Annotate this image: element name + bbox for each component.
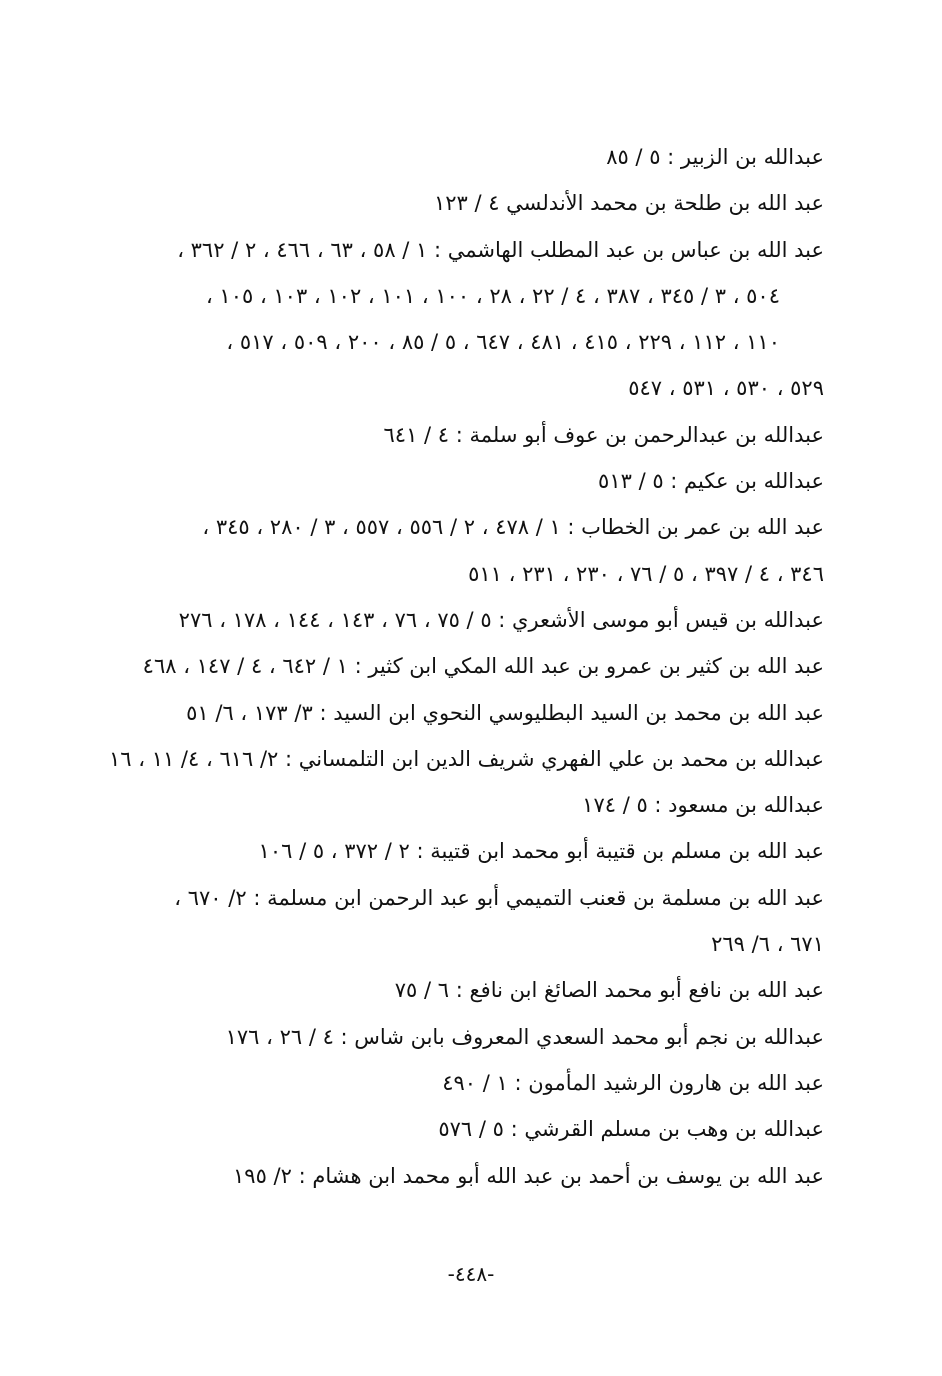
index-line: عبد الله بن يوسف بن أحمد بن عبد الله أبو محمد ابن هشام : ٢/ ١٩٥: [233, 1163, 824, 1188]
index-line: عبدالله بن محمد بن علي الفهري شريف الدين ابن التلمساني : ٢/ ٦١٦ ، ٤/ ١١ ، ١٦: [108, 746, 824, 771]
index-line: ٥٢٩ ، ٥٣٠ ، ٥٣١ ، ٥٤٧: [628, 376, 824, 401]
index-line: عبدالله بن نجم أبو محمد السعدي المعروف بابن شاس : ٤ / ٢٦ ، ١٧٦: [225, 1024, 824, 1049]
index-line: عبد الله بن عمر بن الخطاب : ١ / ٤٧٨ ، ٢ / ٥٥٦ ، ٥٥٧ ، ٣ / ٢٨٠ ، ٣٤٥ ،: [202, 515, 824, 540]
index-line: ٣٤٦ ، ٤ / ٣٩٧ ، ٥ / ٧٦ ، ٢٣٠ ، ٢٣١ ، ٥١١: [468, 561, 824, 586]
index-line: عبد الله بن نافع أبو محمد الصائغ ابن نافع : ٦ / ٧٥: [394, 978, 824, 1003]
index-line: عبد الله بن مسلمة بن قعنب التميمي أبو عبد الرحمن ابن مسلمة : ٢/ ٦٧٠ ،: [174, 885, 824, 910]
index-line: عبد الله بن كثير بن عمرو بن عبد الله المكي ابن كثير : ١ / ٦٤٢ ، ٤ / ١٤٧ ، ٤٦٨: [142, 654, 824, 679]
index-line: عبدالله بن الزبير : ٥ / ٨٥: [606, 145, 824, 169]
index-line: ٦٧١ ، ٦/ ٢٦٩: [711, 932, 824, 957]
index-line: عبد الله بن محمد بن السيد البطليوسي النحوي ابن السيد : ٣/ ١٧٣ ، ٦/ ٥١: [186, 700, 824, 725]
page-number: -٤٤٨-: [447, 1262, 495, 1286]
index-line: ٥٠٤ ، ٣ / ٣٤٥ ، ٣٨٧ ، ٤ / ٢٢ ، ٢٨ ، ١٠٠ ، ١٠١ ، ١٠٢ ، ١٠٣ ، ١٠٥ ،: [205, 283, 780, 308]
index-line: عبد الله بن هارون الرشيد المأمون : ١ / ٤٩٠: [442, 1070, 824, 1095]
index-line: عبدالله بن قيس أبو موسى الأشعري : ٥ / ٧٥ ، ٧٦ ، ١٤٣ ، ١٤٤ ، ١٧٨ ، ٢٧٦: [178, 607, 824, 632]
index-line: ١١٠ ، ١١٢ ، ٢٢٩ ، ٤١٥ ، ٤٨١ ، ٦٤٧ ، ٥ / ٨٥ ، ٢٠٠ ، ٥٠٩ ، ٥١٧ ،: [226, 330, 780, 355]
index-line: عبدالله بن عكيم : ٥ / ٥١٣: [598, 469, 824, 494]
index-line: عبد الله بن عباس بن عبد المطلب الهاشمي : ١ / ٥٨ ، ٦٣ ، ٤٦٦ ، ٢ / ٣٦٢ ،: [177, 237, 824, 262]
index-line: عبد الله بن مسلم بن قتيبة أبو محمد ابن قتيبة : ٢ / ٣٧٢ ، ٥ / ١٠٦: [258, 839, 824, 864]
index-line: عبدالله بن مسعود : ٥ / ١٧٤: [582, 793, 824, 818]
index-line: عبدالله بن وهب بن مسلم القرشي : ٥ / ٥٧٦: [438, 1117, 824, 1142]
index-line: عبد الله بن طلحة بن محمد الأندلسي ٤ / ١٢٣: [433, 191, 824, 216]
index-entries: [108, 134, 824, 1199]
index-line: عبدالله بن عبدالرحمن بن عوف أبو سلمة : ٤ / ٦٤١: [383, 422, 824, 447]
